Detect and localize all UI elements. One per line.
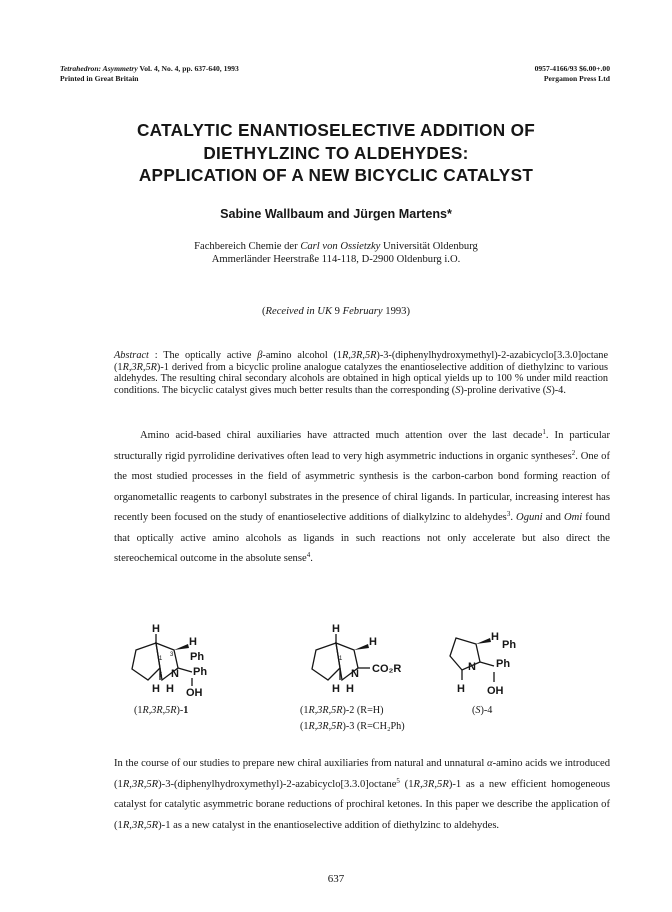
locant-5: 5 (159, 673, 163, 679)
abstract: Abstract : The optically active β-amino alcohol (1R,3R,5R)-3-(diphenylhydroxymethyl)-2-azabicyclo[3.3.0]octane (1R,3R,5R)-1 derived from a bicyclic proline analogue catalyzes the enantioselective addition of diethylzinc to various aldehydes. The resulting chiral secondary alcohols are obtained in high optical yields up to 100 % under mild reaction conditions. The bicyclic catalyst gives much better results than the corresponding (S)-proline derivative (S)-4. (114, 350, 609, 396)
atom-oh: OH (487, 685, 504, 697)
abstract-label: Abstract (114, 350, 149, 361)
reference-1: 1 (542, 428, 546, 436)
atom-oh: OH (186, 687, 203, 699)
atom-h: H (189, 636, 197, 648)
second-paragraph: In the course of our studies to prepare new chiral auxiliaries from natural and unnatural α-amino acids we introduced (1R,3R,5R)-3-(diphenylhydroxymethyl)-2-azabicyclo[3.3.0]octane$^5$ (1R,3R,5R)-1 as a new efficient homogeneous catalyst for catalytic asymmetric borane reductions of prochiral ketones. In this paper we describe the application of (1R,3R,5R)-1 as a new catalyst in the enantioselective addition of diethylzinc to aldehydes. (114, 758, 610, 831)
intro-paragraph: Amino acid-based chiral auxiliaries have attracted much attention over the last decade$^1$. In particular structurally rigid pyrrolidine derivatives often lead to very high asymmetric inductions in organic syntheses$^2$. One of the most studied processes in the field of asymmetric synthesis is the carbon-carbon bond forming reaction of organometallic reagents to carbonyl substrates in the presence of chiral ligands. In particular, increasing interest has recently been focused on the study of enantioselective additions of dialkylzinc to aldehydes$^3$. Oguni and Omi found that optically active amino alcohols as ligands in such reactions not only accelerate but also direct the stereochemical outcome in the absolute sense$^4$. (114, 428, 611, 564)
atom-ph: Ph (193, 666, 208, 678)
atom-h: H (152, 683, 160, 695)
structure-drawings (110, 620, 580, 708)
page-number: 637 (327, 873, 345, 885)
issn-code: 0957-4166/93 $6.00+.00 (534, 64, 610, 73)
chemical-structures-figure (110, 620, 580, 740)
atom-h: H (152, 623, 160, 635)
atom-ph: Ph (496, 658, 511, 670)
compound-label-2: (1R,3R,5R)-2 (R=H) (300, 705, 384, 716)
atom-h: H (166, 683, 174, 695)
atom-h: H (332, 683, 340, 695)
atom-h: H (491, 631, 499, 643)
locant-3: 3 (170, 652, 174, 658)
journal-header-right (535, 64, 610, 84)
paper-title: CATALYTIC ENANTIOSELECTIVE ADDITION OF DIETHYLZINC TO ALDEHYDES: APPLICATION OF A NEW BICYCLIC CATALYST (136, 120, 536, 185)
atom-n: N (351, 668, 359, 680)
received-date: (Received in UK 9 February 1993) (262, 306, 410, 317)
reference-3: 3 (506, 510, 511, 518)
compound-label-4: (S)-4 (472, 705, 493, 716)
printed-in: Printed in Great Britain (60, 74, 139, 83)
atom-ph: Ph (502, 639, 517, 651)
journal-header-left (60, 64, 239, 84)
atom-n: N (468, 661, 476, 673)
atom-h: H (332, 623, 340, 635)
locant-1: 1 (159, 656, 163, 662)
reference-4: 4 (306, 551, 311, 559)
atom-h: H (369, 636, 377, 648)
journal-citation: Tetrahedron: Asymmetry Vol. 4, No. 4, pp. 637-640, 1993 (60, 64, 239, 73)
reference-2: 2 (571, 448, 576, 457)
locant-1: 1 (339, 656, 343, 662)
publisher: Pergamon Press Ltd (543, 74, 610, 83)
atom-h: H (457, 683, 465, 695)
compound-label-3: (1R,3R,5R)-3 (R=CH₂Ph) (300, 721, 405, 732)
affiliation: Fachbereich Chemie der Carl von Ossietzky Universität Oldenburg Ammerländer Heerstraße 114-118, D-2900 Oldenburg i.O. (194, 241, 478, 265)
atom-co2r: CO₂R (372, 663, 402, 675)
compound-label-1: (1R,3R,5R)-1 (134, 705, 189, 716)
authors: Sabine Wallbaum and Jürgen Martens* (220, 207, 452, 221)
reference-5: 5 (396, 776, 400, 785)
atom-ph: Ph (190, 651, 205, 663)
atom-h: H (346, 683, 354, 695)
atom-n: N (171, 668, 179, 680)
